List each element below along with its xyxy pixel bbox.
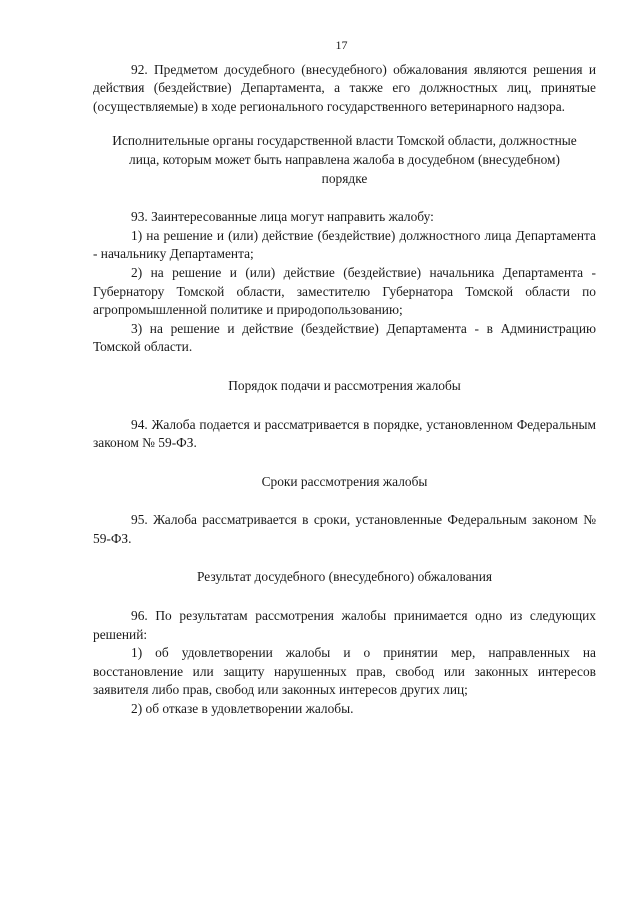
section-heading-procedure: Порядок подачи и рассмотрения жалобы	[228, 377, 461, 393]
section-heading-terms: Сроки рассмотрения жалобы	[261, 473, 428, 489]
page-number: 17	[335, 38, 348, 52]
paragraph-96-intro: 96. По результатам рассмотрения жалобы принимается одно из следующих решений:	[93, 608, 596, 642]
paragraph-94: 94. Жалоба подается и рассматривается в порядке, установленном Федеральным законом № 59-ФЗ.	[93, 416, 596, 451]
paragraph-93-intro: 93. Заинтересованные лица могут направить жалобу:	[131, 209, 434, 225]
list-item-96-2: 2) об отказе в удовлетворении жалобы.	[131, 701, 354, 717]
list-item-96-1: 1) об удовлетворении жалобы и о принятии мер, направленных на восстановление или защиту нарушенных прав, свобод или законных интересов заявителя либо прав, свобод или законных интересов других лиц;	[93, 645, 596, 698]
list-item-93-1: 1) на решение и (или) действие (бездействие) должностного лица Департамента - начальнику Департамента;	[93, 227, 596, 262]
paragraph-92: 92. Предметом досудебного (внесудебного) обжалования являются решения и действия (бездействие) Департамента, а также его должностных лиц, принятые (осуществляемые) в ходе регионального государственного ветеринарного надзора.	[93, 61, 596, 114]
list-item-93-2: 2) на решение и (или) действие (бездействие) начальника Департамента - Губернатору Томской области, заместителю Губернатора Томской области по агропромышленной политике и природопользованию;	[93, 264, 596, 318]
section-heading-result: Результат досудебного (внесудебного) обжалования	[196, 569, 493, 585]
section-heading-executive-bodies: Исполнительные органы государственной власти Томской области, должностные лица, которым может быть направлена жалоба в досудебном (внесудебном) порядке	[112, 133, 577, 186]
paragraph-95: 95. Жалоба рассматривается в сроки, установленные Федеральным законом № 59-ФЗ.	[93, 512, 596, 546]
list-item-93-3: 3) на решение и действие (бездействие) Департамента - в Администрацию Томской области.	[93, 320, 596, 355]
